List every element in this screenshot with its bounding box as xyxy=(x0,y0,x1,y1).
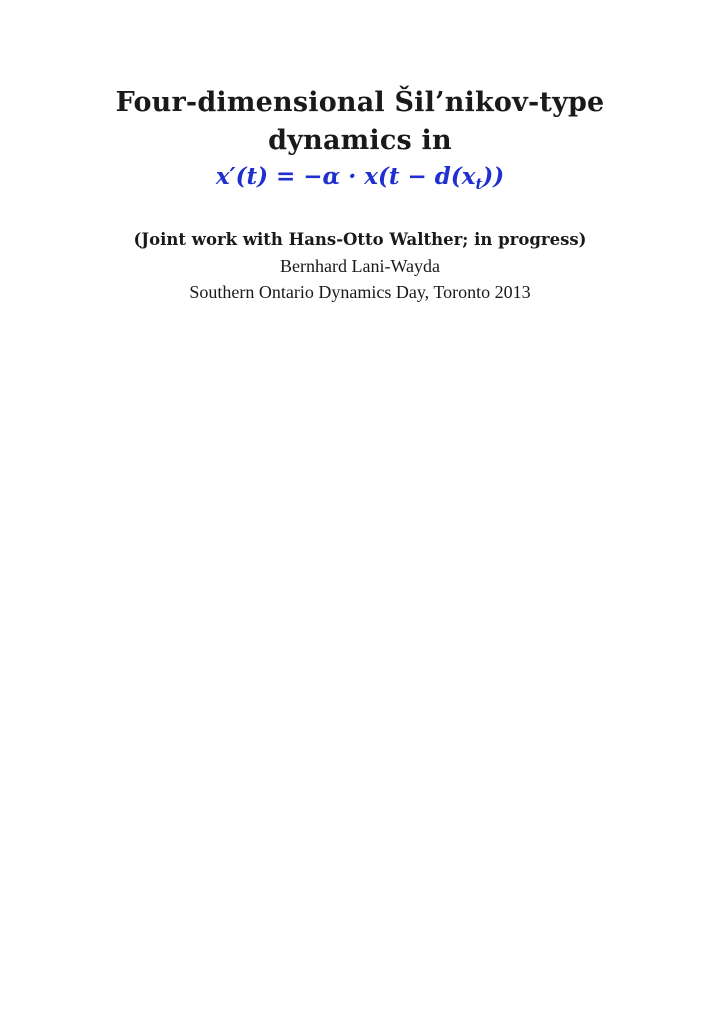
equation-main: x′(t) = −α · x(t − d(x xyxy=(215,163,476,190)
title-line-2: dynamics in xyxy=(268,125,452,156)
joint-work-note: (Joint work with Hans-Otto Walther; in progress) xyxy=(133,230,587,249)
delay-equation xyxy=(0,162,720,199)
event-name: Southern Ontario Dynamics Day, Toronto 2013 xyxy=(189,282,531,302)
meta-block xyxy=(0,227,720,305)
author-name: Bernhard Lani-Wayda xyxy=(280,256,440,276)
equation-subscript: t xyxy=(475,175,483,193)
title-line-1: Four-dimensional Šil’nikov-type xyxy=(115,87,605,118)
equation-end: )) xyxy=(482,163,505,190)
title-block xyxy=(0,84,720,199)
